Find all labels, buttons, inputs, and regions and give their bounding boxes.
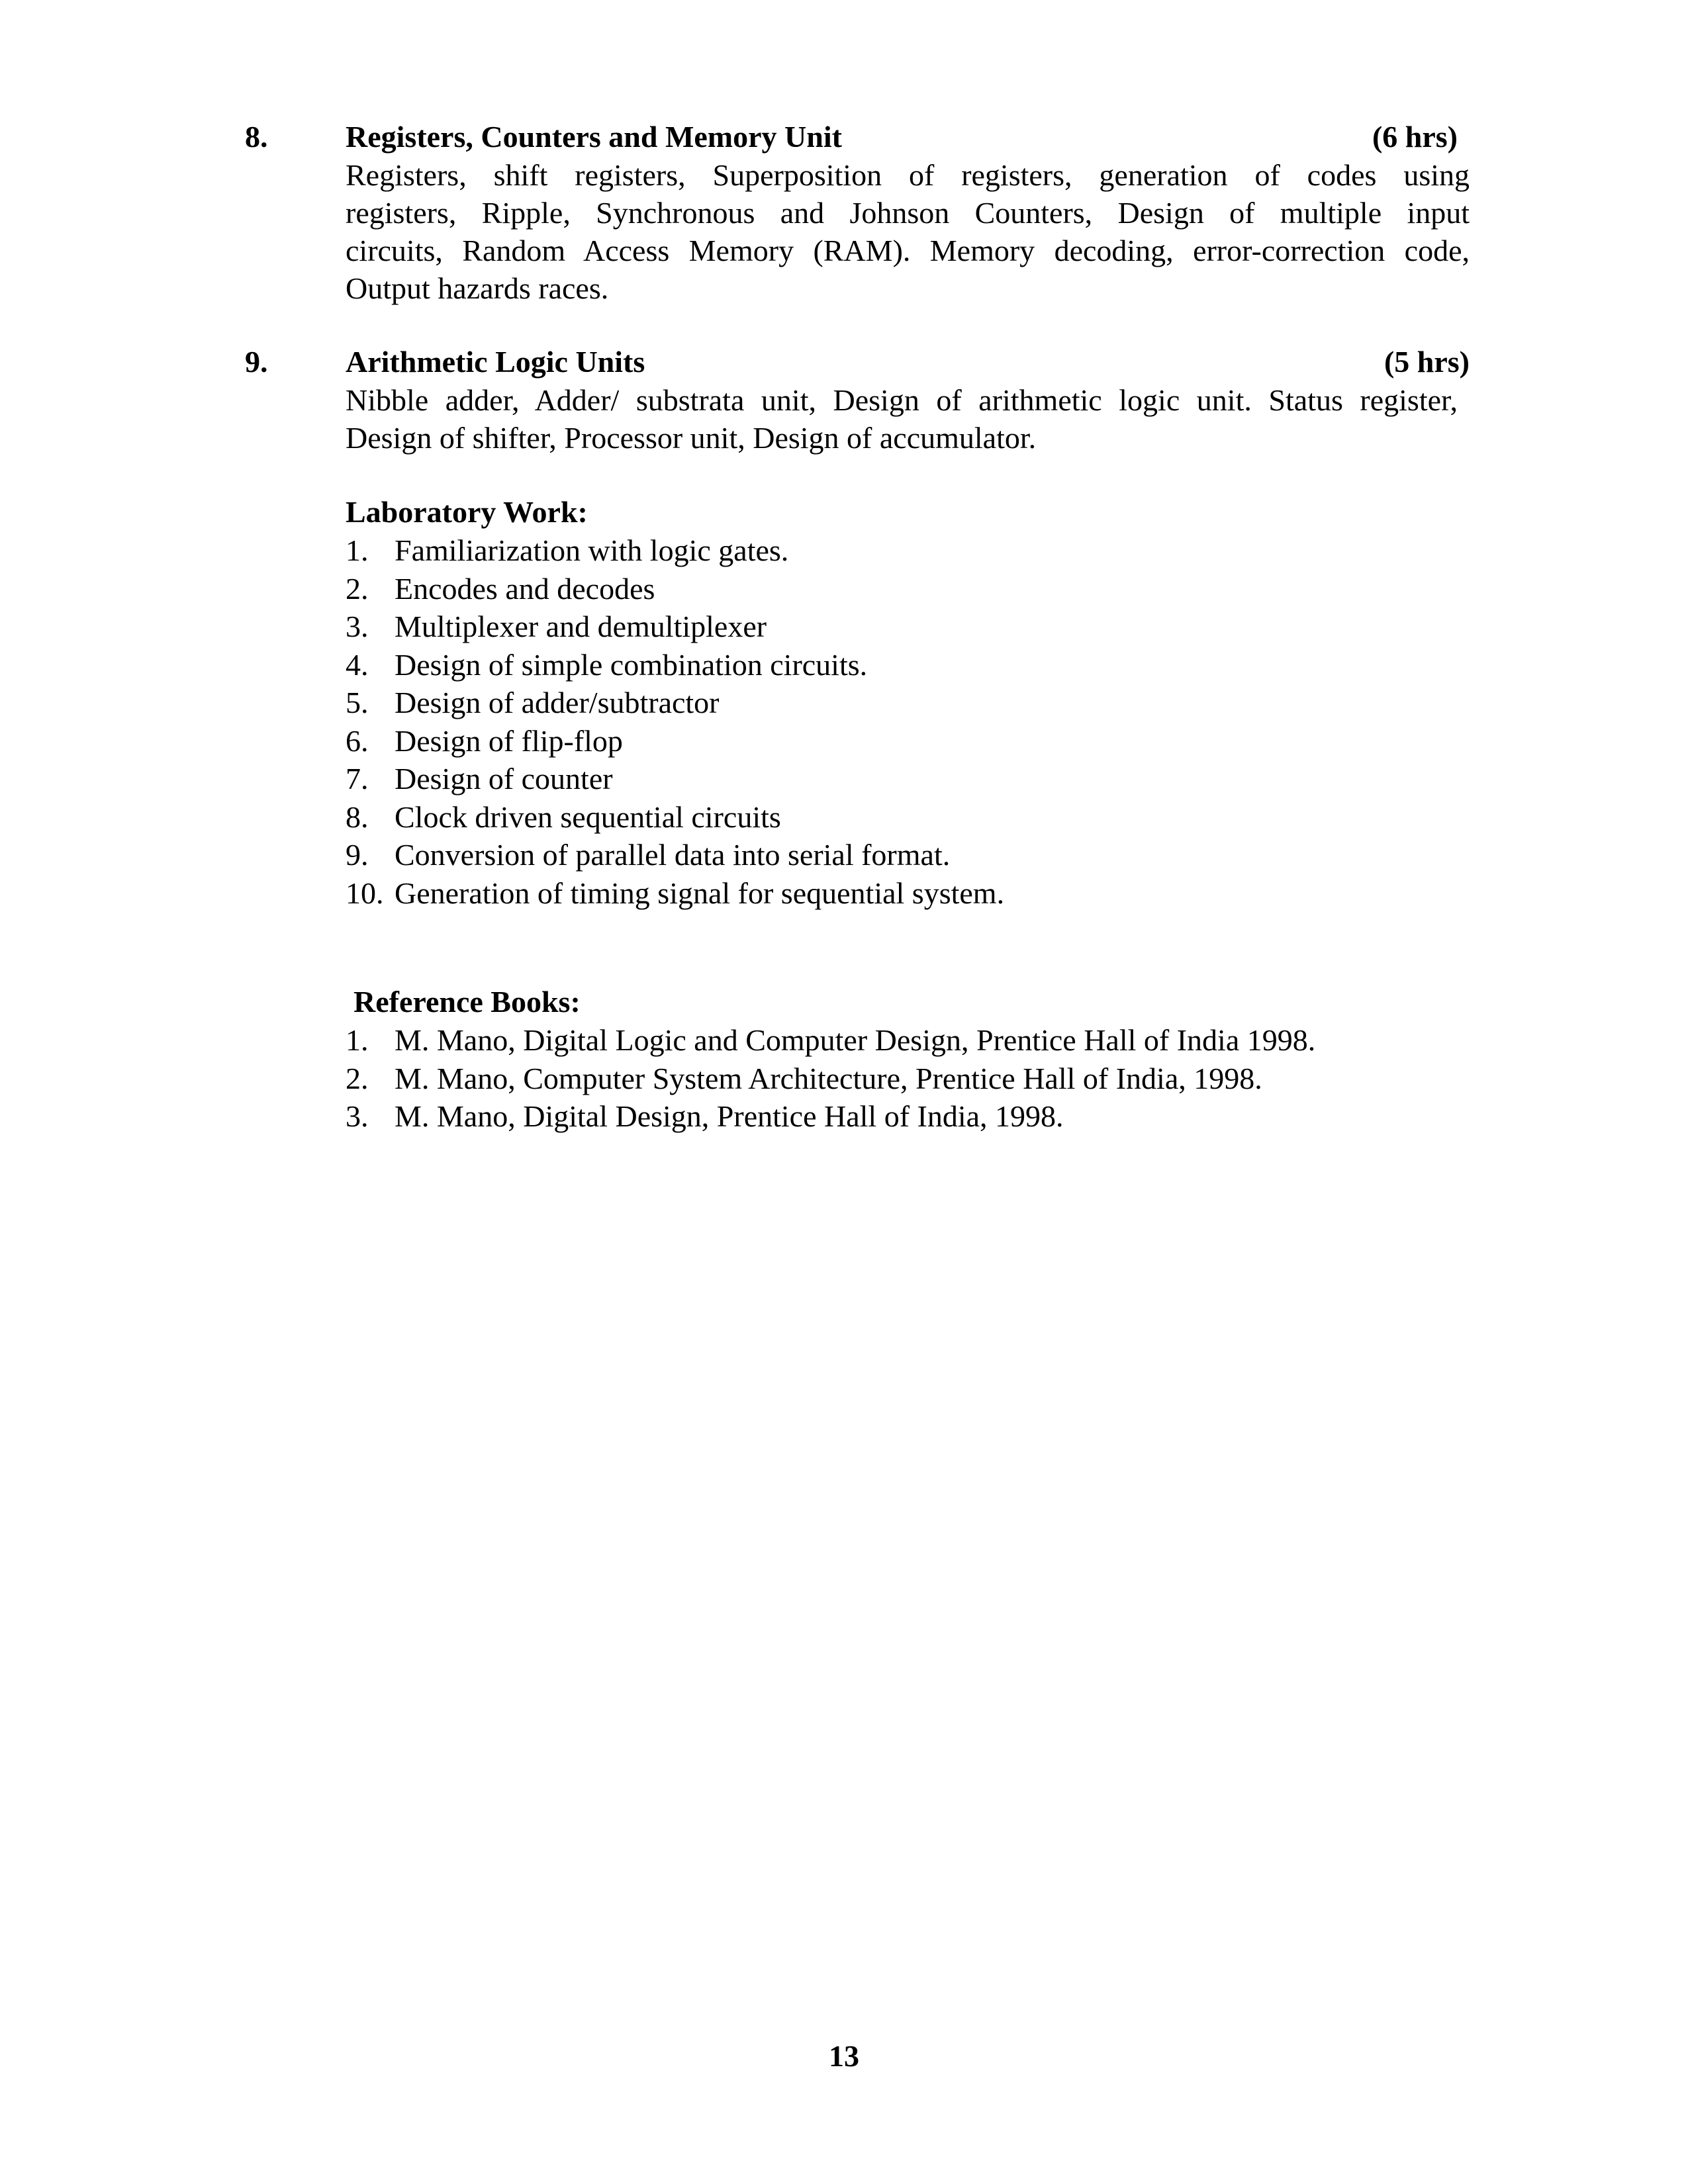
description-line: Nibble adder, Adder/ substrata unit, Design of arithmetic logic unit. Status register,: [346, 383, 1458, 417]
list-item: [346, 608, 1471, 646]
list-number: 8.: [346, 799, 369, 834]
list-item: [346, 874, 1471, 913]
list-text: Design of simple combination circuits.: [395, 647, 868, 682]
description-line: circuits, Random Access Memory (RAM). Memory decoding, error-correction code,: [346, 234, 1470, 267]
list-number: 5.: [346, 686, 369, 719]
reference-books-section: [346, 983, 1471, 1136]
unit-heading: [245, 118, 1470, 156]
list-item: [346, 1060, 1471, 1098]
list-number: 2.: [346, 1061, 369, 1095]
list-item: [346, 531, 1471, 570]
list-item: [346, 570, 1471, 608]
unit-title: Registers, Counters and Memory Unit: [346, 120, 842, 154]
list-text: Generation of timing signal for sequential system.: [395, 876, 1005, 910]
list-text: Design of counter: [395, 762, 613, 796]
unit-number: 9.: [245, 345, 268, 379]
list-text: Clock driven sequential circuits: [395, 799, 781, 834]
laboratory-work-section: [346, 493, 1471, 912]
unit-8: [245, 118, 1470, 307]
unit-description: [346, 156, 1470, 307]
list-number: 7.: [346, 762, 369, 796]
list-text: M. Mano, Digital Design, Prentice Hall of India, 1998.: [395, 1099, 1064, 1133]
list-text: Familiarization with logic gates.: [395, 533, 789, 567]
list-item: [346, 836, 1471, 874]
list-item: [346, 1021, 1471, 1060]
list-number: 1.: [346, 533, 369, 567]
list-text: Conversion of parallel data into serial format.: [395, 838, 951, 872]
list-item: [346, 1097, 1471, 1136]
list-number: 6.: [346, 723, 369, 758]
unit-title: Arithmetic Logic Units: [346, 345, 645, 379]
description-line: Design of shifter, Processor unit, Design of accumulator.: [346, 421, 1037, 455]
description-line: Registers, shift registers, Superposition of registers, generation of codes using: [346, 158, 1470, 192]
list-text: Design of flip-flop: [395, 723, 623, 758]
laboratory-work-title: Laboratory Work:: [346, 495, 588, 529]
list-item: [346, 722, 1471, 760]
list-number: 2.: [346, 571, 369, 606]
unit-hours: (6 hrs): [1372, 120, 1458, 154]
list-item: [346, 760, 1471, 798]
list-text: Encodes and decodes: [395, 571, 655, 606]
list-text: Multiplexer and demultiplexer: [395, 610, 767, 643]
list-number: 1.: [346, 1023, 369, 1057]
list-number: 3.: [346, 610, 369, 643]
page-number: 13: [829, 2039, 859, 2073]
list-text: Design of adder/subtractor: [395, 686, 720, 719]
list-item: [346, 798, 1471, 837]
list-number: 10.: [346, 876, 384, 910]
reference-books-title: Reference Books:: [353, 985, 581, 1019]
list-item: [346, 684, 1471, 722]
unit-description: [346, 381, 1470, 457]
list-number: 9.: [346, 838, 369, 872]
unit-9: [245, 343, 1470, 457]
unit-hours: (5 hrs): [1383, 345, 1470, 379]
list-item: [346, 646, 1471, 684]
unit-number: 8.: [245, 120, 268, 154]
list-number: 4.: [346, 647, 369, 682]
list-text: M. Mano, Computer System Architecture, Prentice Hall of India, 1998.: [395, 1061, 1262, 1095]
description-line: Output hazards races.: [346, 271, 609, 305]
list-number: 3.: [346, 1099, 369, 1133]
description-line: registers, Ripple, Synchronous and Johnson Counters, Design of multiple input: [346, 196, 1470, 230]
list-text: M. Mano, Digital Logic and Computer Design, Prentice Hall of India 1998.: [395, 1023, 1316, 1057]
unit-heading: [245, 343, 1470, 381]
